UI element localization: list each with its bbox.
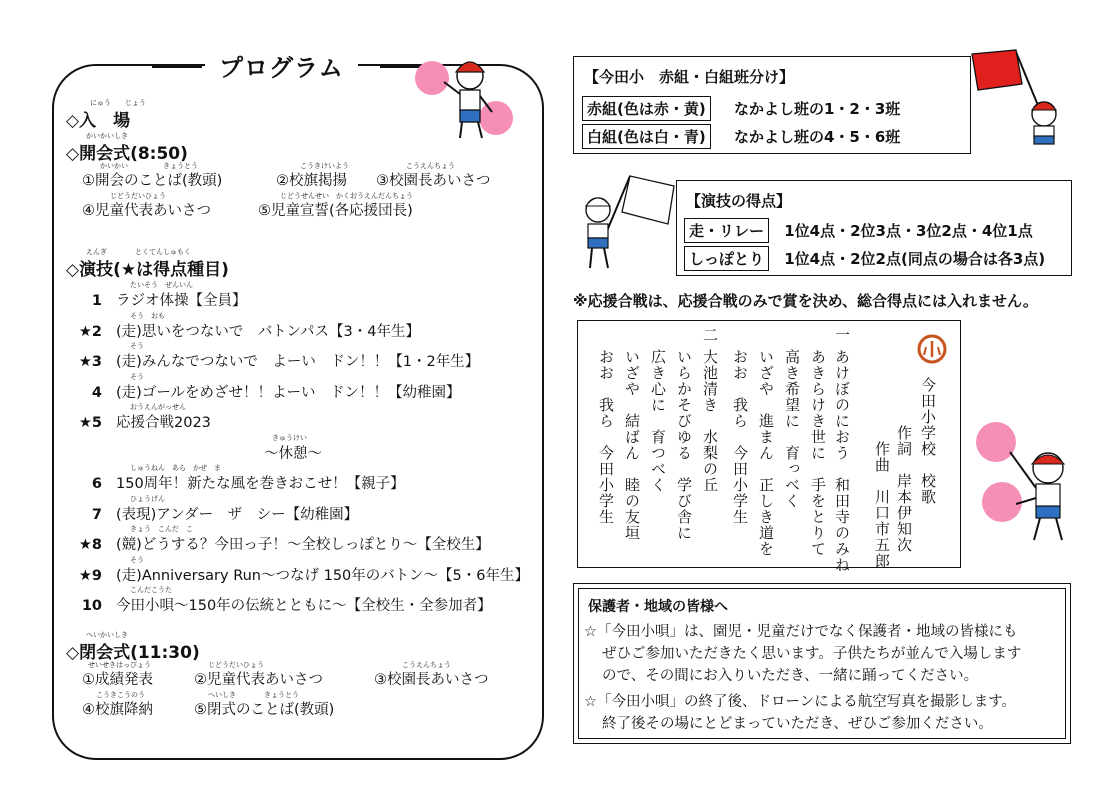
- school-emblem-icon: [916, 333, 948, 365]
- tail-label: しっぽとり: [684, 246, 769, 271]
- cheerleader-kid-illustration: [400, 40, 528, 148]
- tail-row: [684, 246, 1045, 271]
- event-number: 1: [91, 293, 102, 309]
- verse2-line-2: いらかそびゆる 学び舎に: [675, 349, 693, 541]
- event-title: (表現)アンダー ザ シー【幼稚園】: [116, 506, 359, 523]
- closing-row1-ruby-2: じどうだいひょう: [208, 661, 264, 669]
- program-title: プログラム: [205, 48, 358, 83]
- title-rule-left: [152, 66, 202, 68]
- parents-p2-line1: ☆「今田小唄」の終了後、ドローンによる航空写真を撮影します。: [584, 694, 1017, 710]
- verse1-line-2: あきらけき世に 手をとりて: [809, 349, 827, 557]
- white-team-row: [582, 124, 900, 149]
- event-row: [52, 350, 479, 371]
- event-row: [52, 503, 358, 524]
- event-title: ～休憩～: [264, 445, 322, 462]
- event-row: [52, 564, 529, 585]
- closing-row1-ruby-3: こうえんちょう: [402, 661, 451, 669]
- verse1-line-1: あけぼのにおう 和田寺のみね: [833, 349, 851, 573]
- event-ruby: そう おも: [130, 311, 165, 320]
- opening-row1-ruby-1: かいかい きょうとう: [100, 162, 198, 170]
- event-title: 150周年！新たな風を巻きおこせ！【親子】: [116, 476, 405, 492]
- cheer-note: ※応援合戦は、応援合戦のみで賞を決め、総合得点には入れません。: [573, 292, 1038, 310]
- opening-ruby: かいかいしき: [86, 132, 128, 140]
- red-flag-kid-illustration: [964, 40, 1074, 150]
- song-title: 今田小学校 校歌: [919, 377, 937, 505]
- event-number: 7: [91, 506, 102, 523]
- closing-item-2: ②児童代表あいさつ: [194, 672, 323, 688]
- closing-row1-ruby-1: せいせきはっぴょう: [88, 661, 151, 669]
- parents-p1-line1: ☆「今田小唄」は、園児・児童だけでなく保護者・地域の皆様にも: [584, 624, 1018, 640]
- song-composer: 作曲 川口市五郎: [873, 441, 891, 569]
- event-ruby: ひょうげん: [130, 494, 165, 503]
- closing-item-1: ①成績発表: [82, 672, 153, 688]
- parents-notice-box: [573, 583, 1071, 744]
- verse1-line-4: いざや 進まん 正しき道を: [757, 349, 775, 557]
- white-team-text: なかよし班の4・5・6班: [733, 128, 901, 146]
- verse1-line-3: 高き希望に 育っべく: [783, 349, 801, 509]
- opening-row1-ruby-2: こうきけいよう: [300, 162, 349, 170]
- opening-item-5: ⑤児童宣誓(各応援団長): [258, 203, 413, 219]
- song-lyricist: 作詞 岸本伊知次: [895, 425, 913, 553]
- opening-heading: ◇開会式(8:50): [66, 144, 188, 164]
- event-ruby: きょう こんだ こ: [130, 525, 193, 533]
- parents-p2-line2: 終了後その場にとどまっていただき、ぜひご参加ください。: [602, 716, 993, 732]
- event-title: (走)思いをつないで バトンパス【3・4年生】: [116, 323, 420, 340]
- white-team-label: 白組(色は白・青): [582, 124, 711, 149]
- event-number: ★3: [78, 354, 102, 370]
- entry-heading: ◇入 場: [66, 111, 131, 131]
- event-row: [52, 289, 247, 310]
- event-ruby: たいそう ぜんいん: [130, 281, 193, 289]
- events-heading: ◇演技(★は得点種目): [66, 260, 229, 280]
- parents-p1-line3: ので、その間にお入りいただき、一緒に踊ってください。: [602, 668, 979, 684]
- red-team-label: 赤組(色は赤・黄): [582, 96, 711, 121]
- event-number: ★9: [78, 567, 102, 584]
- opening-item-2: ②校旗掲揚: [276, 173, 347, 189]
- event-row: [52, 442, 322, 463]
- event-ruby: そう: [130, 555, 144, 564]
- event-number: ★2: [78, 323, 102, 340]
- entry-ruby: にゅう じょう: [90, 99, 146, 107]
- event-title: 応援合戦2023: [116, 415, 211, 431]
- verse2-line-1: 大池清き 水梨の丘: [701, 349, 719, 493]
- relay-label: 走・リレー: [684, 218, 769, 243]
- parents-p1-line2: ぜひご参加いただきたく思います。子供たちが並んで入場します: [602, 646, 1022, 662]
- event-number: 10: [81, 598, 102, 614]
- verse2-line-3: 広き心に 育つべく: [649, 349, 667, 493]
- parents-title: 保護者・地域の皆様へ: [588, 599, 728, 615]
- opening-row2-ruby-2: じどうせんせい かくおうえんだんちょう: [280, 192, 413, 200]
- verse1-line-5: おお 我ら 今田小学生: [731, 349, 749, 525]
- event-title: (競)どうする？今田っ子！～全校しっぽとり～【全校生】: [116, 537, 490, 553]
- closing-row2-ruby-1: こうきこうのう: [96, 691, 145, 699]
- verse1-number: 一: [833, 327, 851, 343]
- closing-item-3: ③校園長あいさつ: [374, 672, 489, 688]
- event-title: 今田小唄～150年の伝統とともに～【全校生・全参加者】: [116, 598, 492, 614]
- tail-text: 1位4点・2位2点(同点の場合は各3点): [784, 250, 1046, 268]
- event-ruby: そう: [130, 372, 144, 381]
- event-number: 6: [91, 476, 102, 492]
- event-ruby: こんだこうた: [130, 586, 172, 594]
- event-row: [52, 533, 490, 554]
- closing-row2-ruby-2: へいしき きょうとう: [208, 691, 299, 699]
- opening-row2-ruby-1: じどうだいひょう: [110, 192, 166, 200]
- event-row: [52, 411, 211, 432]
- event-row: [52, 594, 492, 615]
- verse2-line-4: いざや 結ばん 睦の友垣: [623, 349, 641, 541]
- closing-item-5: ⑤閉式のことば(教頭): [194, 702, 335, 718]
- event-number: 4: [91, 384, 102, 401]
- relay-row: [684, 218, 1033, 243]
- event-ruby: おうえんがっせん: [130, 403, 186, 411]
- event-title: (走)ゴールをめざせ！！よーい ドン！！【幼稚園】: [116, 384, 461, 401]
- red-team-text: なかよし班の1・2・3班: [733, 100, 901, 118]
- event-row: [52, 472, 405, 493]
- white-flag-kid-illustration: [570, 168, 680, 278]
- event-ruby: きゅうけい: [272, 433, 307, 442]
- event-title: (走)Anniversary Run～つなげ 150年のバトン～【5・6年生】: [116, 567, 529, 584]
- teams-title: 【今田小 赤組・白組班分け】: [584, 68, 795, 86]
- closing-ruby: へいかいしき: [86, 631, 128, 639]
- red-team-row: [582, 96, 900, 121]
- closing-item-4: ④校旗降納: [82, 702, 153, 718]
- event-number: ★8: [78, 537, 102, 553]
- opening-row1-ruby-3: こうえんちょう: [406, 162, 455, 170]
- event-ruby: しゅうねん あら かぜ ま: [130, 464, 221, 472]
- verse2-number: 二: [701, 327, 719, 343]
- scoring-title: 【演技の得点】: [686, 192, 792, 210]
- relay-text: 1位4点・2位3点・3位2点・4位1点: [784, 222, 1033, 240]
- opening-item-1: ①開会のことば(教頭): [82, 173, 223, 189]
- opening-item-3: ③校園長あいさつ: [376, 173, 491, 189]
- pompom-kid-illustration: [966, 412, 1086, 552]
- school-song-box: [577, 320, 961, 573]
- verse2-line-5: おお 我ら 今田小学生: [597, 349, 615, 525]
- event-ruby: そう: [130, 342, 144, 350]
- closing-heading: ◇閉会式(11:30): [66, 643, 200, 663]
- event-row: [52, 381, 461, 402]
- event-row: [52, 320, 420, 341]
- events-ruby: えんぎ とくてんしゅもく: [86, 248, 191, 256]
- event-number: ★5: [78, 415, 102, 431]
- event-title: (走)みんなでつないで よーい ドン！！【1・2年生】: [116, 354, 480, 370]
- opening-item-4: ④児童代表あいさつ: [82, 203, 211, 219]
- event-title: ラジオ体操【全員】: [116, 293, 247, 309]
